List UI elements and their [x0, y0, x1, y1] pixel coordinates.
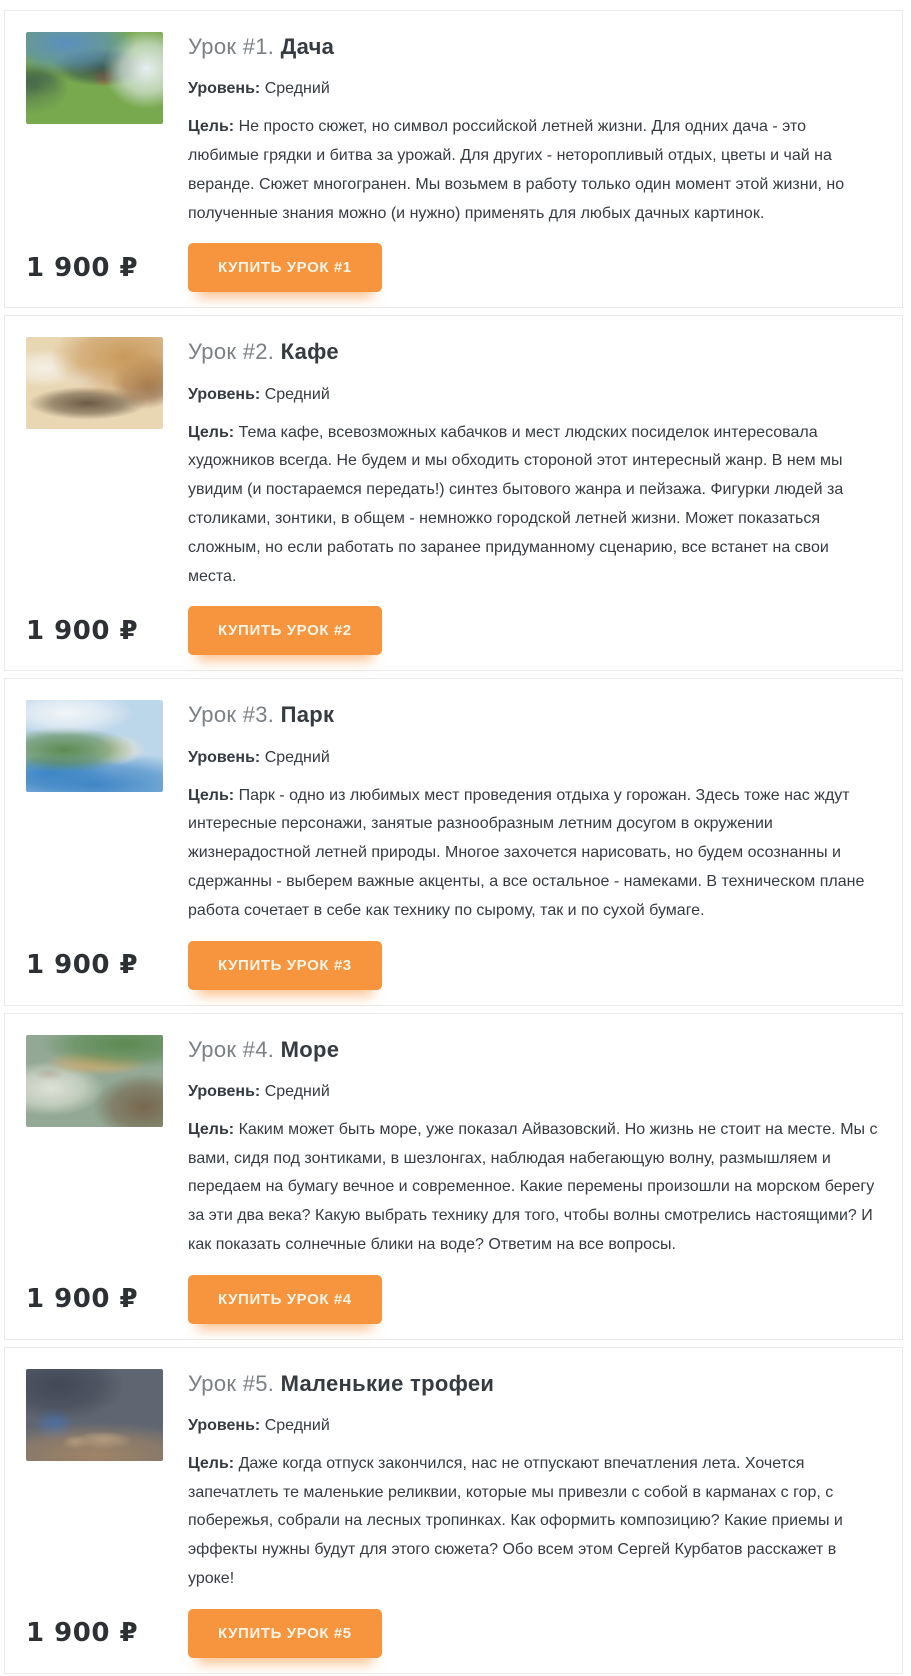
level-label: Уровень:	[188, 748, 261, 766]
goal-label: Цель:	[188, 118, 235, 136]
lesson-content	[188, 32, 879, 228]
lesson-number: Урок #3.	[188, 702, 275, 728]
lesson-thumbnail	[26, 337, 163, 429]
lesson-price: 1 900 ₽	[26, 1284, 139, 1315]
buy-lesson-button[interactable]: КУПИТЬ УРОК #5	[188, 1609, 382, 1658]
lesson-price: 1 900 ₽	[26, 615, 139, 646]
lesson-thumbnail	[26, 32, 163, 124]
lesson-card	[4, 315, 903, 671]
lesson-goal	[188, 113, 879, 228]
lesson-price: 1 900 ₽	[26, 1618, 139, 1649]
lesson-number: Урок #4.	[188, 1036, 275, 1062]
lesson-title-name: Кафе	[280, 339, 339, 365]
lesson-level	[188, 75, 879, 104]
lesson-title	[188, 1371, 879, 1397]
lesson-number: Урок #5.	[188, 1370, 275, 1396]
goal-text: Каким может быть море, уже показал Айвазовский. Но жизнь не стоит на месте. Мы с вами, сидя под зонтиками, в шезлонгах, наблюдая набегающую волну, размышляем и передаем на бумагу вечное и современное. Какие перемены произошли на морском берегу за эти два века? Какую выбрать технику для того, чтобы волны смотрелись настоящими? И как показать солнечные блики на воде? Ответим на все вопросы.	[188, 1120, 878, 1253]
lesson-goal	[188, 1116, 879, 1260]
lesson-title-name: Маленькие трофеи	[280, 1370, 495, 1396]
level-value: Средний	[264, 748, 330, 766]
lesson-title	[188, 34, 879, 60]
lesson-title	[188, 339, 879, 365]
lesson-card	[4, 1347, 903, 1674]
lesson-thumbnail	[26, 1369, 163, 1461]
lesson-card	[4, 1013, 903, 1340]
lesson-price: 1 900 ₽	[26, 950, 139, 981]
lesson-level	[188, 1078, 879, 1107]
buy-lesson-button[interactable]: КУПИТЬ УРОК #3	[188, 941, 382, 990]
lesson-goal	[188, 1450, 879, 1594]
lesson-thumbnail	[26, 700, 163, 792]
lesson-level	[188, 1412, 879, 1441]
level-value: Средний	[264, 1417, 330, 1435]
lesson-title	[188, 702, 879, 728]
goal-text: Не просто сюжет, но символ российской летней жизни. Для одних дача - это любимые грядки и битва за урожай. Для других - неторопливый отдых, цветы и чай на веранде. Сюжет многогранен. Мы возьмем в работу только один момент этой жизни, но полученные знания можно (и нужно) применять для любых дачных картинок.	[188, 118, 845, 222]
goal-label: Цель:	[188, 1454, 235, 1472]
goal-label: Цель:	[188, 423, 235, 441]
buy-lesson-button[interactable]: КУПИТЬ УРОК #2	[188, 606, 382, 655]
lesson-number: Урок #1.	[188, 34, 275, 59]
lesson-content	[188, 1369, 879, 1594]
lesson-title-name: Парк	[280, 702, 335, 728]
lesson-level	[188, 744, 879, 773]
level-label: Уровень:	[188, 1417, 261, 1435]
lesson-title	[188, 1037, 879, 1063]
level-label: Уровень:	[188, 80, 261, 98]
lesson-price: 1 900 ₽	[26, 252, 139, 283]
level-label: Уровень:	[188, 1082, 261, 1100]
goal-text: Даже когда отпуск закончился, нас не отпускают впечатления лета. Хочется запечатлеть те маленькие реликвии, которые мы привезли с собой в карманах с гор, с побережья, собрали на лесных тропинках. Как оформить композицию? Какие приемы и эффекты нужны будут для этого сюжета? Обо всем этом Сергей Курбатов расскажет в уроке!	[188, 1454, 843, 1588]
lesson-content	[188, 337, 879, 591]
lesson-card	[4, 10, 903, 308]
lesson-content	[188, 700, 879, 925]
lesson-number: Урок #2.	[188, 339, 275, 365]
level-label: Уровень:	[188, 385, 261, 403]
lesson-card	[4, 678, 903, 1005]
lesson-goal	[188, 782, 879, 926]
lesson-title-name: Дача	[280, 34, 335, 59]
goal-text: Парк - одно из любимых мест проведения отдыха у горожан. Здесь тоже нас ждут интересные персонажи, занятые разнообразным летним досугом в окружении жизнерадостной летней природы. Многое захочется нарисовать, но будем осознанны и сдержанны - выберем важные акценты, а все остальное - намеками. В техническом плане работа сочетает в себе как технику по сырому, так и по сухой бумаге.	[188, 786, 865, 919]
lesson-content	[188, 1035, 879, 1260]
goal-label: Цель:	[188, 1120, 235, 1138]
buy-lesson-button[interactable]: КУПИТЬ УРОК #4	[188, 1275, 382, 1324]
level-value: Средний	[264, 1082, 330, 1100]
level-value: Средний	[264, 80, 330, 98]
lesson-goal	[188, 419, 879, 592]
buy-lesson-button[interactable]: КУПИТЬ УРОК #1	[188, 243, 382, 292]
level-value: Средний	[264, 385, 330, 403]
lesson-title-name: Море	[280, 1036, 340, 1062]
lesson-thumbnail	[26, 1035, 163, 1127]
lesson-level	[188, 381, 879, 410]
goal-text: Тема кафе, всевозможных кабачков и мест людских посиделок интересовала художников всегда. Не будем и мы обходить стороной этот интересный жанр. В нем мы увидим (и постараемся передать!) синтез бытового жанра и пейзажа. Фигурки людей за столиками, зонтики, в общем - немножко городской летней жизни. Может показаться сложным, но если работать по заранее придуманному сценарию, все встанет на свои места.	[188, 423, 844, 585]
goal-label: Цель:	[188, 786, 235, 804]
